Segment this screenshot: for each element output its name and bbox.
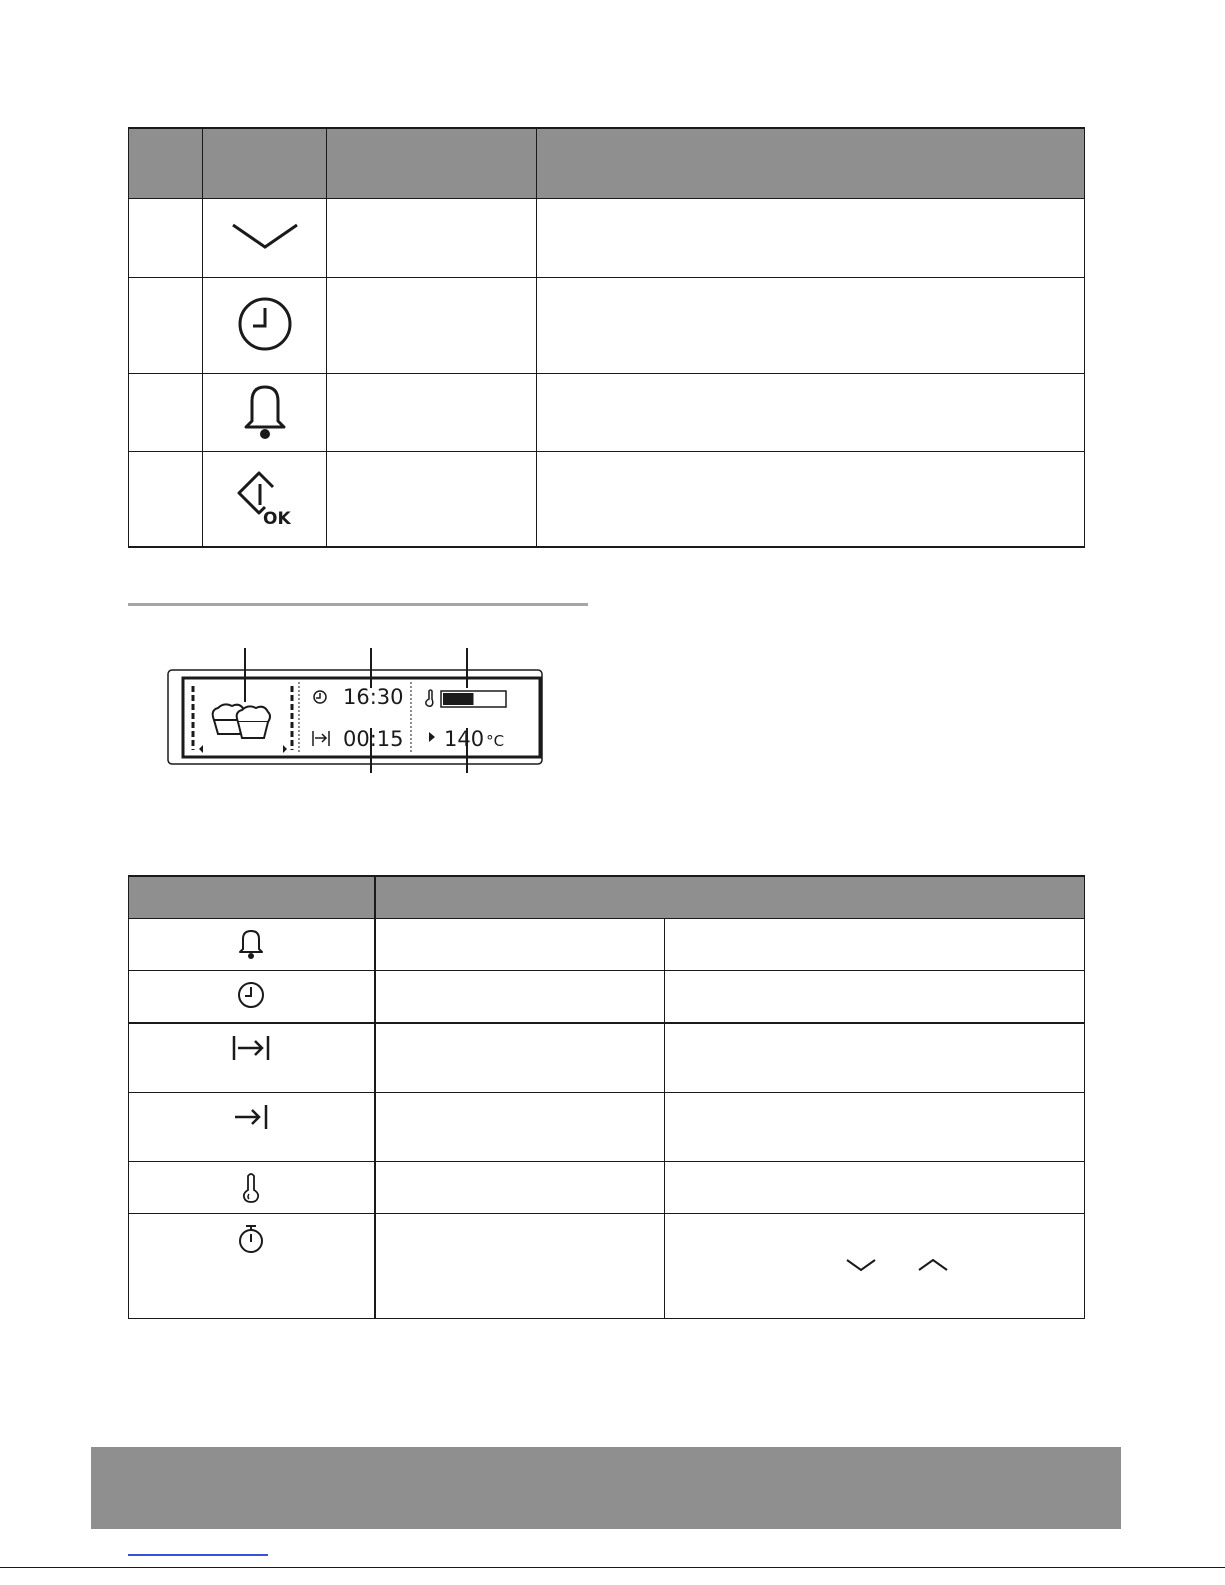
table-row — [129, 1023, 1085, 1093]
number-cell — [129, 199, 203, 278]
header-cell — [327, 128, 537, 199]
symbol-name-cell — [375, 1214, 665, 1319]
small-thermometer-icon — [426, 690, 433, 706]
symbol-name-cell — [375, 1023, 665, 1093]
display-diagram — [166, 648, 546, 773]
section-separator — [128, 603, 588, 606]
icon-cell — [203, 452, 327, 548]
icon-cell — [129, 1214, 375, 1319]
controls-table-header — [129, 128, 1085, 199]
bell-icon — [238, 929, 264, 959]
icon-cell — [129, 1023, 375, 1093]
table-row — [129, 199, 1085, 278]
symbol-name-cell — [375, 919, 665, 971]
header-cell — [375, 876, 1085, 919]
temperature-unit: °C — [486, 732, 505, 750]
heat-bar-fill — [443, 693, 474, 705]
number-cell — [129, 278, 203, 374]
function-cell — [327, 374, 537, 452]
end-time-icon — [233, 1103, 269, 1131]
number-cell — [129, 452, 203, 548]
controls-table — [128, 127, 1085, 548]
symbol-description-cell — [665, 1023, 1085, 1093]
table-row — [129, 971, 1085, 1024]
table-row — [129, 278, 1085, 374]
description-cell — [537, 278, 1085, 374]
stopwatch-icon — [237, 1224, 265, 1254]
symbol-name-cell — [375, 1162, 665, 1214]
footer-link-underline[interactable] — [128, 1554, 268, 1556]
table-row — [129, 1162, 1085, 1214]
chevron-down-icon — [230, 221, 300, 251]
small-duration-icon — [313, 731, 329, 746]
symbols-table-header — [129, 876, 1085, 919]
chevron-up-icon — [917, 1257, 949, 1273]
ok-text: OK — [262, 509, 291, 527]
bell-icon — [242, 381, 288, 441]
symbol-description-cell — [665, 919, 1085, 971]
header-cell — [129, 876, 375, 919]
icon-cell — [203, 278, 327, 374]
header-cell — [203, 128, 327, 199]
table-row — [129, 1214, 1085, 1319]
symbol-description-cell — [665, 971, 1085, 1024]
small-clock-icon — [314, 691, 326, 703]
duration-icon — [231, 1034, 271, 1062]
description-cell — [537, 452, 1085, 548]
clock-icon — [237, 296, 293, 352]
chevron-down-icon — [845, 1257, 877, 1273]
function-cell — [327, 278, 537, 374]
ok-diamond-icon — [233, 467, 297, 527]
icon-cell — [129, 971, 375, 1024]
table-row — [129, 452, 1085, 548]
display-duration: 00:15 — [343, 727, 404, 751]
play-indicator-icon — [429, 732, 435, 742]
symbol-name-cell — [375, 1093, 665, 1162]
clock-icon — [237, 981, 265, 1009]
table-row — [129, 1093, 1085, 1162]
number-cell — [129, 374, 203, 452]
function-cell — [327, 199, 537, 278]
function-cell — [327, 452, 537, 548]
icon-cell — [203, 199, 327, 278]
table-row — [129, 374, 1085, 452]
icon-cell — [129, 1162, 375, 1214]
symbol-description-cell — [665, 1214, 1085, 1319]
description-cell — [537, 374, 1085, 452]
symbol-description-cell — [665, 1093, 1085, 1162]
header-cell — [537, 128, 1085, 199]
display-time: 16:30 — [343, 685, 404, 709]
symbol-name-cell — [375, 971, 665, 1024]
symbols-table — [128, 875, 1085, 1319]
cupcakes-icon — [213, 704, 270, 738]
description-cell — [537, 199, 1085, 278]
footer-divider — [0, 1567, 1225, 1568]
table-row — [129, 919, 1085, 971]
icon-cell — [129, 919, 375, 971]
thermometer-icon — [241, 1172, 261, 1204]
display-temperature — [444, 727, 504, 751]
symbol-description-cell — [665, 1162, 1085, 1214]
temperature-value: 140 — [444, 727, 485, 751]
header-cell — [129, 128, 203, 199]
footer-bar — [91, 1447, 1121, 1529]
icon-cell — [203, 374, 327, 452]
icon-cell — [129, 1093, 375, 1162]
